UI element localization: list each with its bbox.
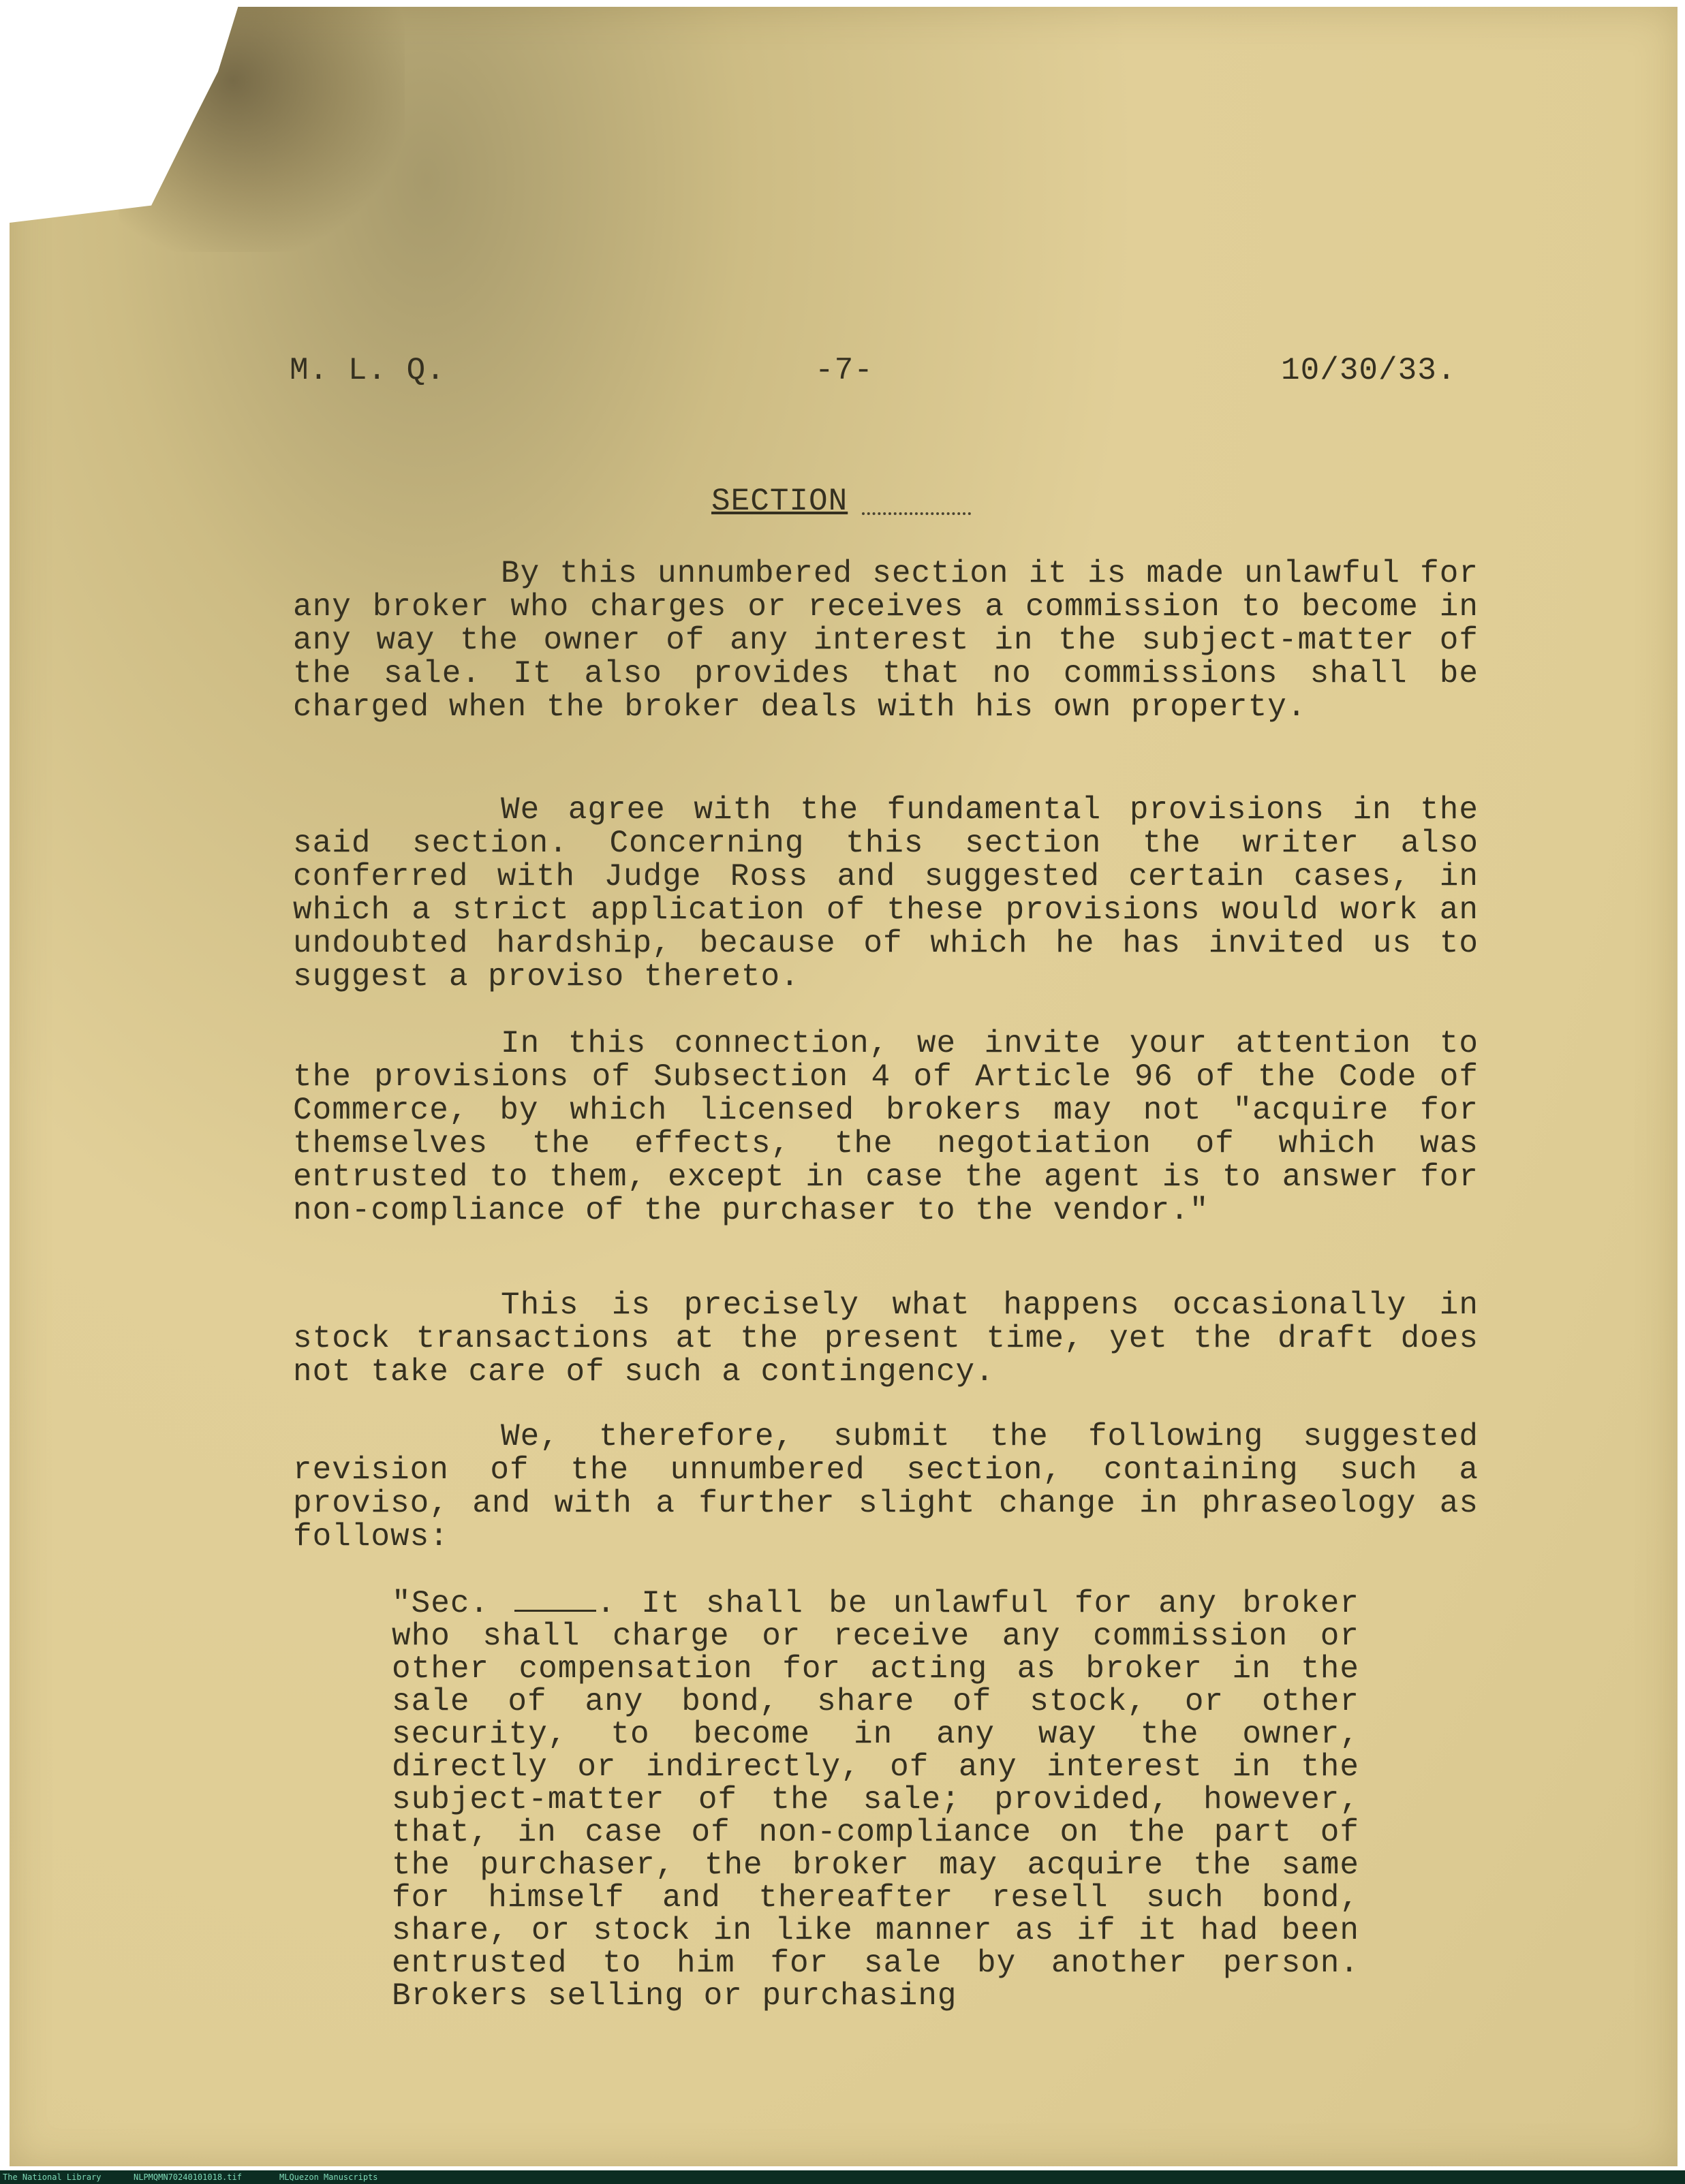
- section-title-dots: [862, 512, 971, 515]
- paragraph-3: In this connection, we invite your attention to the provisions of Subsection 4 of Article 96 of the Code of Commerce, by which licensed brokers may not "acquire for themselves the effects, the negotiation of which was entrusted to them, except in case the agent is to answer for non-compliance of the purchaser to the vendor.": [293, 1026, 1479, 1228]
- header-initials: M. L. Q.: [290, 353, 446, 388]
- paragraph-5: We, therefore, submit the following suggested revision of the unnumbered section, containing such a proviso, and with a further slight change in phraseology as follows:: [293, 1419, 1479, 1555]
- quote-text: . It shall be unlawful for any broker who shall charge or receive any commission or other compensation for acting as broker in the sale of any bond, share of stock, or other security, to become in any way the owner, directly or indirectly, of any interest in the subject-matter of the sale; provided, however, that, in case of non-compliance on the part of the purchaser, the broker may acquire the same for himself and thereafter resell such bond, share, or stock in like manner as if it had been entrusted to him for sale by another person. Brokers selling or purchasing: [392, 1586, 1359, 2014]
- paragraph-1: By this unnumbered section it is made unlawful for any broker who charges or receives a commission to become in any way the owner of any interest in the subject-matter of the sale. It also provides that no commissions shall be charged when the broker deals with his own property.: [293, 556, 1479, 725]
- header-page-number: -7-: [815, 353, 874, 388]
- footer-library: The National Library: [3, 2172, 102, 2182]
- section-title: SECTION: [711, 484, 848, 519]
- quoted-proposed-section: [392, 1587, 1359, 2012]
- quote-prefix: "Sec.: [392, 1586, 490, 1621]
- paragraph-2: We agree with the fundamental provisions in the said section. Concerning this section the writer also conferred with Judge Ross and suggested certain cases, in which a strict application of these provisions would work an undoubted hardship, because of which he has invited us to suggest a proviso thereto.: [293, 792, 1479, 995]
- footer-collection: MLQuezon Manuscripts: [279, 2172, 378, 2182]
- paragraph-4: This is precisely what happens occasionally in stock transactions at the present time, yet the draft does not take care of such a contingency.: [293, 1288, 1479, 1390]
- header-date: 10/30/33.: [1281, 353, 1457, 388]
- scan-footer-bar: [0, 2170, 1685, 2184]
- footer-file: NLPMQMN70240101018.tif: [134, 2172, 242, 2182]
- burn-stain: [119, 7, 405, 252]
- section-number-blank: [514, 1610, 596, 1612]
